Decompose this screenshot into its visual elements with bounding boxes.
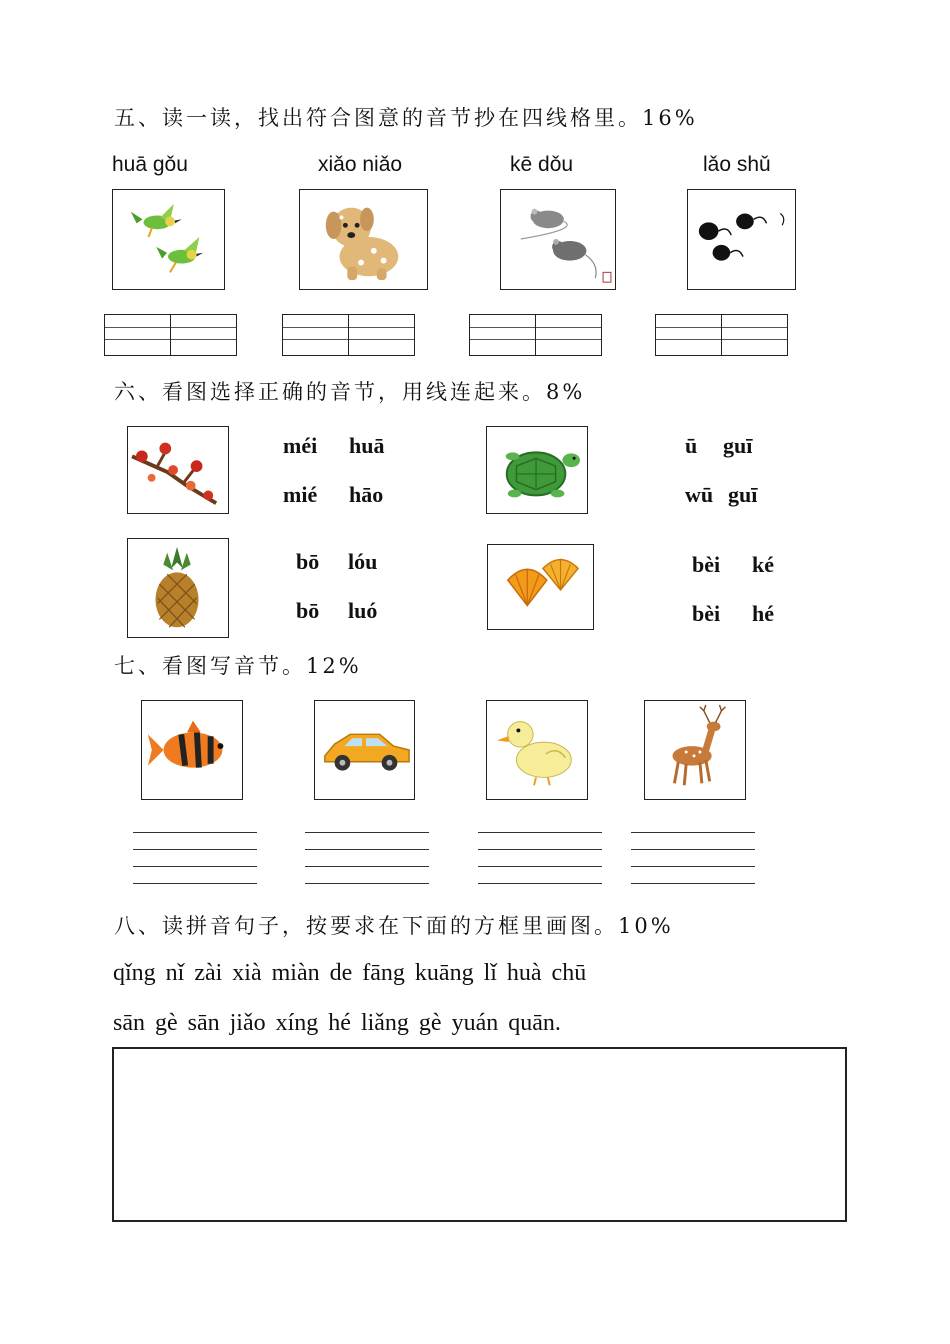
syllable-option-3: kē dǒu — [510, 153, 574, 176]
duck-picture — [486, 700, 588, 800]
turtle-picture — [486, 426, 588, 514]
fish-icon — [142, 701, 242, 799]
mice-icon — [501, 190, 615, 289]
pineapple-option-b-2[interactable]: luó — [348, 598, 378, 623]
tadpoles-picture — [687, 189, 796, 290]
turtle-option-a-1[interactable]: ū — [685, 433, 698, 458]
puppy-picture — [299, 189, 428, 290]
writing-lines[interactable] — [631, 832, 755, 886]
syllable-option-4: lǎo shǔ — [703, 153, 771, 176]
syllable-option-1: huā gǒu — [112, 153, 188, 176]
deer-icon — [645, 701, 745, 799]
plum-option-a-2[interactable]: huā — [349, 433, 385, 458]
turtle-option-a-2[interactable]: guī — [723, 433, 753, 458]
shells-icon — [488, 545, 593, 629]
pinyin-sentence-line-2: sān gè sān jiǎo xíng hé liǎng gè yuán quān. — [113, 1010, 561, 1036]
four-line-grid[interactable] — [282, 314, 415, 356]
syllable-option-2: xiǎo niǎo — [318, 153, 403, 176]
turtle-option-b-2[interactable]: guī — [728, 482, 758, 507]
car-picture — [314, 700, 415, 800]
pineapple-picture — [127, 538, 229, 638]
birds-icon — [113, 190, 224, 289]
shells-option-a-2[interactable]: ké — [752, 552, 774, 577]
turtle-icon — [487, 427, 587, 513]
shells-option-a-1[interactable]: bèi — [692, 552, 721, 577]
plum-blossom-icon — [128, 427, 228, 513]
drawing-box[interactable] — [112, 1047, 847, 1222]
shells-picture — [487, 544, 594, 630]
section-7-title: 七、看图写音节。12% — [114, 654, 362, 678]
section-8-title: 八、读拼音句子，按要求在下面的方框里画图。10% — [114, 914, 674, 938]
pineapple-option-a-1[interactable]: bō — [296, 549, 320, 574]
writing-lines[interactable] — [133, 832, 257, 886]
fish-picture — [141, 700, 243, 800]
writing-lines[interactable] — [305, 832, 429, 886]
plum-option-b-1[interactable]: mié — [283, 482, 318, 507]
section-6-title: 六、看图选择正确的音节，用线连起来。8% — [114, 380, 586, 404]
turtle-option-b-1[interactable]: wū — [685, 482, 714, 507]
writing-lines[interactable] — [478, 832, 602, 886]
duck-icon — [487, 701, 587, 799]
deer-picture — [644, 700, 746, 800]
plum-option-b-2[interactable]: hāo — [349, 482, 384, 507]
shells-option-b-1[interactable]: bèi — [692, 601, 721, 626]
car-icon — [315, 701, 414, 799]
mice-picture — [500, 189, 616, 290]
pineapple-option-b-1[interactable]: bō — [296, 598, 320, 623]
four-line-grid[interactable] — [655, 314, 788, 356]
pinyin-sentence-line-1: qǐng nǐ zài xià miàn de fāng kuāng lǐ huà chū — [113, 960, 587, 986]
plum-option-a-1[interactable]: méi — [283, 433, 318, 458]
pineapple-icon — [128, 539, 228, 637]
section-5-title: 五、读一读，找出符合图意的音节抄在四线格里。16% — [114, 106, 698, 130]
pineapple-option-a-2[interactable]: lóu — [348, 549, 378, 574]
plum-blossom-picture — [127, 426, 229, 514]
birds-picture — [112, 189, 225, 290]
tadpole-icon — [688, 190, 795, 289]
four-line-grid[interactable] — [104, 314, 237, 356]
shells-option-b-2[interactable]: hé — [752, 601, 774, 626]
four-line-grid[interactable] — [469, 314, 602, 356]
puppy-icon — [300, 190, 427, 289]
